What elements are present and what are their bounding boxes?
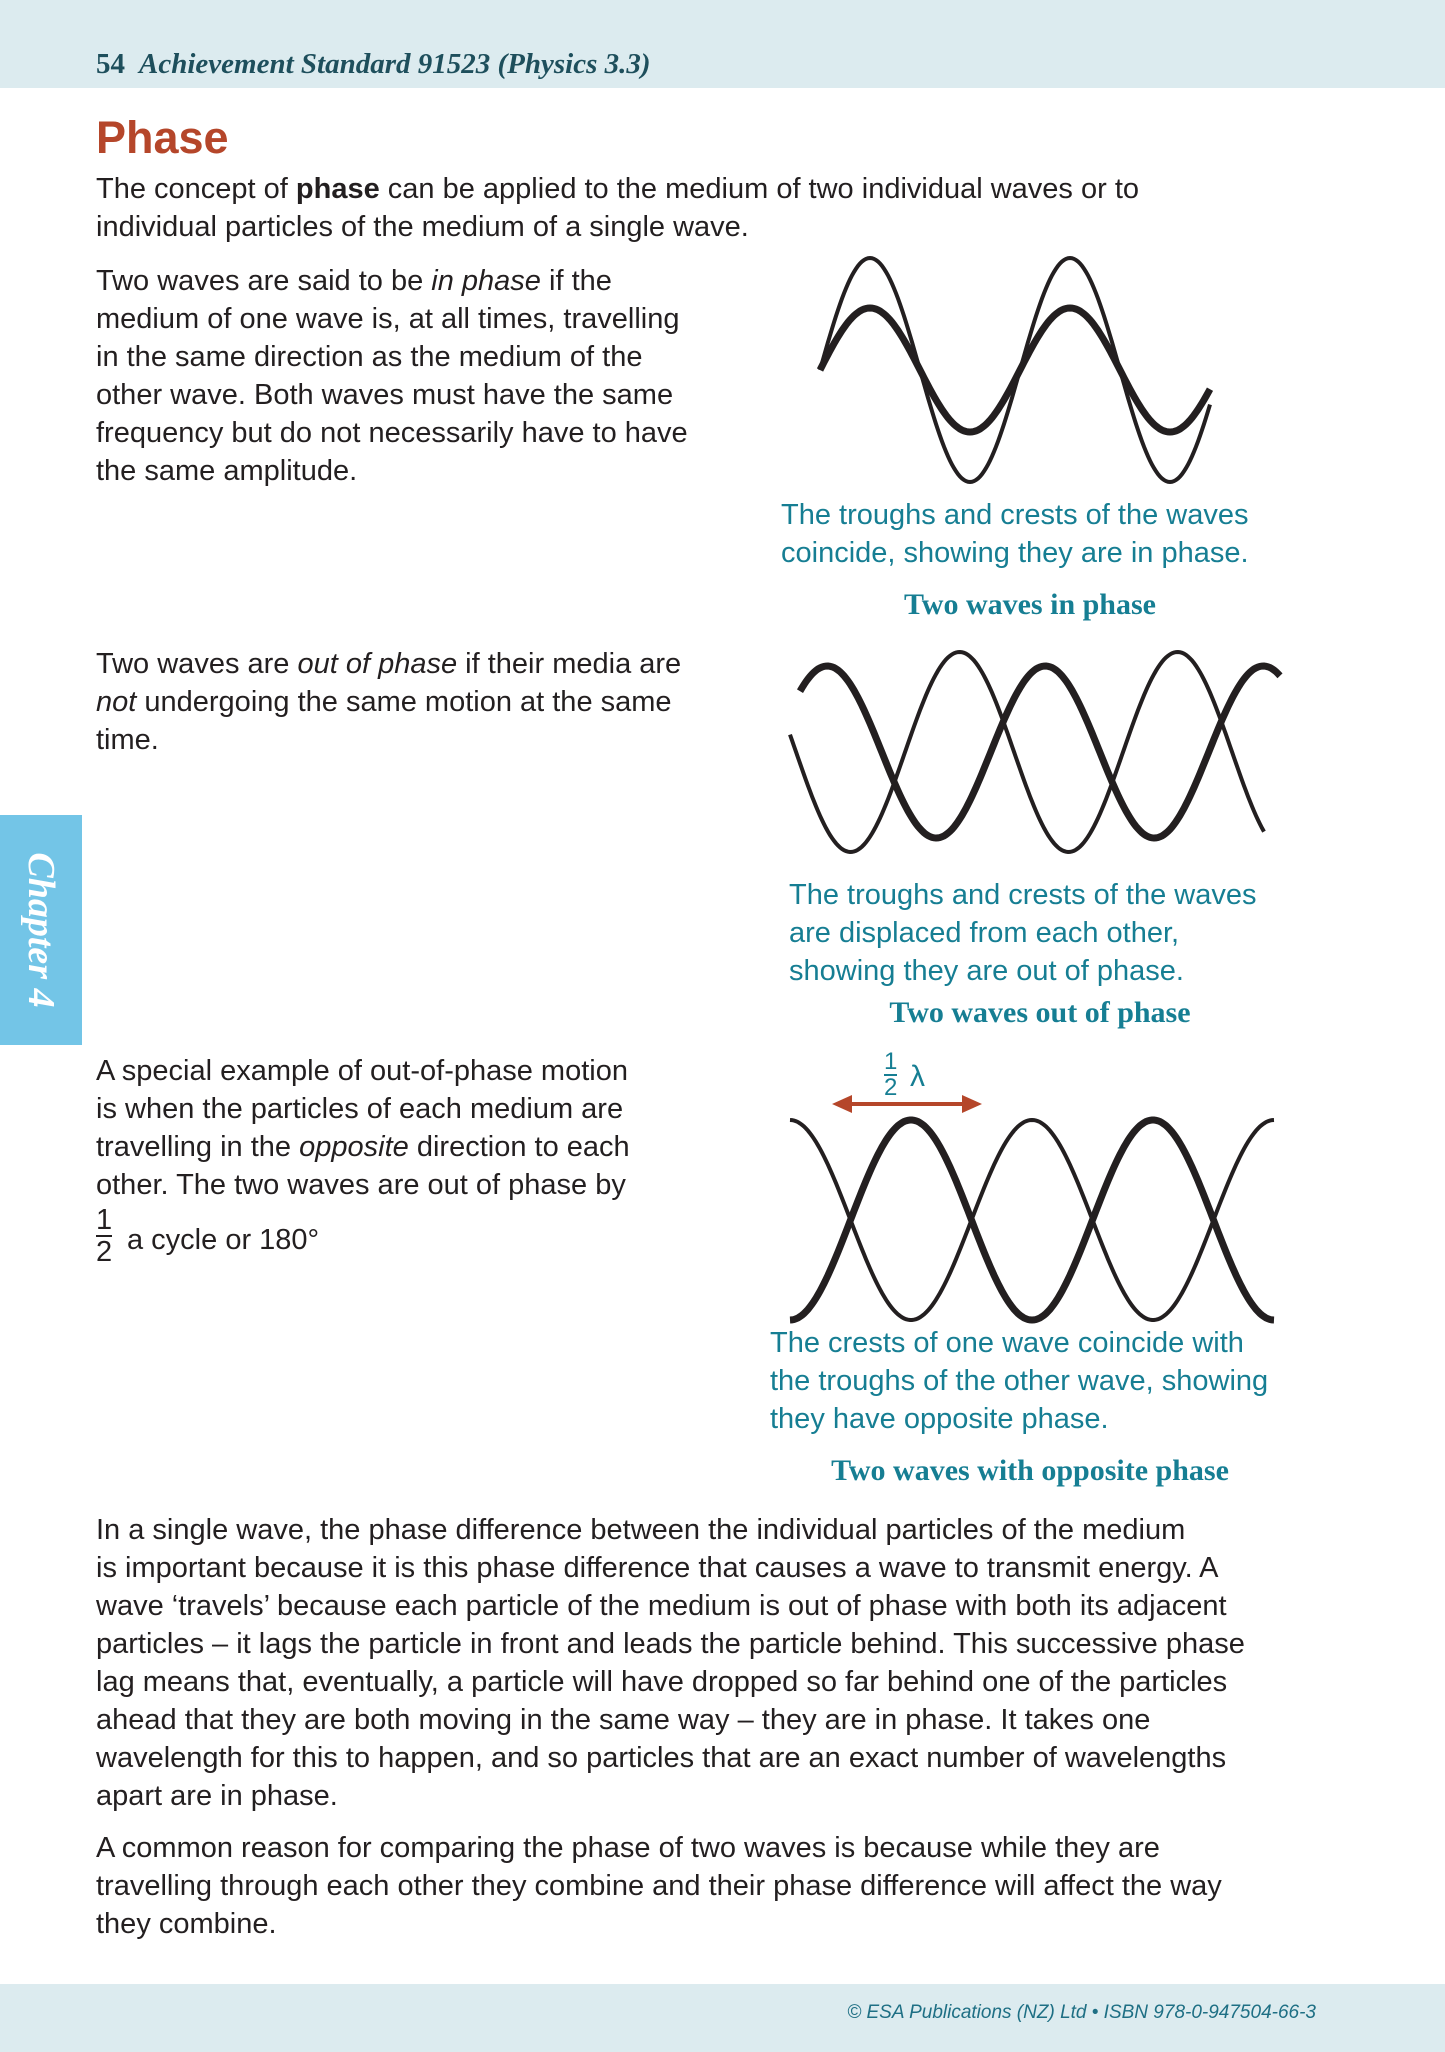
wave-b	[790, 1120, 1274, 1320]
caption-line: the troughs of the other wave, showing	[770, 1365, 1269, 1397]
caption-line: The crests of one wave coincide with	[770, 1327, 1244, 1359]
running-header	[96, 48, 651, 81]
out-of-phase-caption	[789, 876, 1256, 990]
text-line: lag means that, eventually, a particle will have dropped so far behind one of the particles	[96, 1666, 1228, 1698]
intro-paragraph	[96, 170, 1139, 246]
text-line: wave ‘travels’ because each particle of the medium is out of phase with both its adjacent	[96, 1590, 1227, 1622]
caption-line: they have opposite phase.	[770, 1403, 1109, 1435]
text-run: if the	[540, 265, 612, 297]
fraction-denominator: 2	[884, 1074, 898, 1101]
in-phase-paragraph	[96, 262, 688, 490]
text-run: other. The two waves are out of phase by	[96, 1169, 626, 1201]
italic-term: opposite	[299, 1131, 409, 1163]
text-run: frequency but do not necessarily have to have	[96, 417, 688, 449]
text-line: they combine.	[96, 1908, 277, 1940]
text-run: travelling in the	[96, 1131, 300, 1163]
opposite-phase-paragraph	[96, 1052, 630, 1204]
fraction-numerator: 1	[884, 1048, 898, 1075]
in-phase-diagram	[820, 255, 1240, 485]
intro-bold-term: phase	[295, 173, 380, 205]
text-run: Two waves are	[96, 648, 298, 680]
text-run: is when the particles of each medium are	[96, 1093, 624, 1125]
text-run: if their media are	[457, 648, 682, 680]
text-line: In a single wave, the phase difference between the individual particles of the medium	[96, 1514, 1186, 1546]
small-amplitude-wave	[820, 308, 1210, 432]
text-line: apart are in phase.	[96, 1780, 338, 1812]
text-run: medium of one wave is, at all times, travelling	[96, 303, 680, 335]
caption-line: The troughs and crests of the waves	[789, 879, 1257, 911]
intro-text: individual particles of the medium of a single wave.	[96, 211, 749, 243]
text-run: in the same direction as the medium of the	[96, 341, 643, 373]
out-of-phase-paragraph	[96, 645, 681, 759]
footer-copyright: © ESA Publications (NZ) Ltd • ISBN 978-0-947504-66-3	[847, 2002, 1316, 2023]
fraction-numerator: 1	[96, 1204, 113, 1236]
section-title: Phase	[96, 112, 229, 163]
text-run: other wave. Both waves must have the same	[96, 379, 674, 411]
arrow-head-right	[962, 1095, 982, 1113]
arrow-head-left	[832, 1095, 852, 1113]
intro-text: The concept of	[96, 173, 296, 205]
half-wavelength-arrow	[832, 1095, 982, 1113]
body-paragraph-1	[96, 1511, 1245, 1815]
text-line: is important because it is this phase difference that causes a wave to transmit energy. A	[96, 1552, 1219, 1584]
caption-line: coincide, showing they are in phase.	[781, 537, 1249, 569]
text-run: A special example of out-of-phase motion	[96, 1055, 628, 1087]
large-amplitude-wave	[820, 258, 1210, 482]
italic-term: in phase	[431, 265, 541, 297]
text-run: Two waves are said to be	[96, 265, 432, 297]
lambda-symbol: λ	[910, 1060, 925, 1093]
header-title: Achievement Standard 91523 (Physics 3.3)	[139, 48, 651, 80]
after-fraction-text: a cycle or 180°	[127, 1224, 320, 1256]
text-line: ahead that they are both moving in the same way – they are in phase. It takes one	[96, 1704, 1151, 1736]
body-paragraph-2	[96, 1829, 1222, 1943]
text-run: undergoing the same motion at the same	[136, 686, 672, 718]
page-number: 54	[96, 48, 125, 80]
text-run: time.	[96, 724, 159, 756]
text-line: wavelength for this to happen, and so particles that are an exact number of wavelengths	[96, 1742, 1227, 1774]
fraction-denominator: 2	[96, 1236, 113, 1268]
text-line: particles – it lags the particle in front and leads the particle behind. This successive phase	[96, 1628, 1245, 1660]
wave-a	[790, 1120, 1274, 1320]
italic-term: not	[96, 686, 137, 718]
half-fraction	[96, 1205, 112, 1267]
text-line: travelling through each other they combine and their phase difference will affect the way	[96, 1870, 1222, 1902]
in-phase-figure-title: Two waves in phase	[904, 588, 1156, 621]
caption-line: are displaced from each other,	[789, 917, 1180, 949]
caption-line: The troughs and crests of the waves	[781, 499, 1249, 531]
italic-term: out of phase	[297, 648, 458, 680]
in-phase-caption	[781, 496, 1249, 572]
caption-line: showing they are out of phase.	[789, 955, 1184, 987]
out-of-phase-figure-title: Two waves out of phase	[889, 996, 1191, 1029]
text-run: direction to each	[408, 1131, 630, 1163]
out-of-phase-diagram	[790, 640, 1290, 870]
opposite-phase-caption	[770, 1324, 1268, 1438]
chapter-tab-label: Chapter 4	[20, 852, 62, 1008]
text-line: A common reason for comparing the phase of two waves is because while they are	[96, 1832, 1160, 1864]
intro-text: can be applied to the medium of two individual waves or to	[379, 173, 1140, 205]
opposite-phase-figure-title: Two waves with opposite phase	[831, 1454, 1229, 1487]
opposite-phase-diagram	[780, 1090, 1300, 1330]
text-run: the same amplitude.	[96, 455, 358, 487]
